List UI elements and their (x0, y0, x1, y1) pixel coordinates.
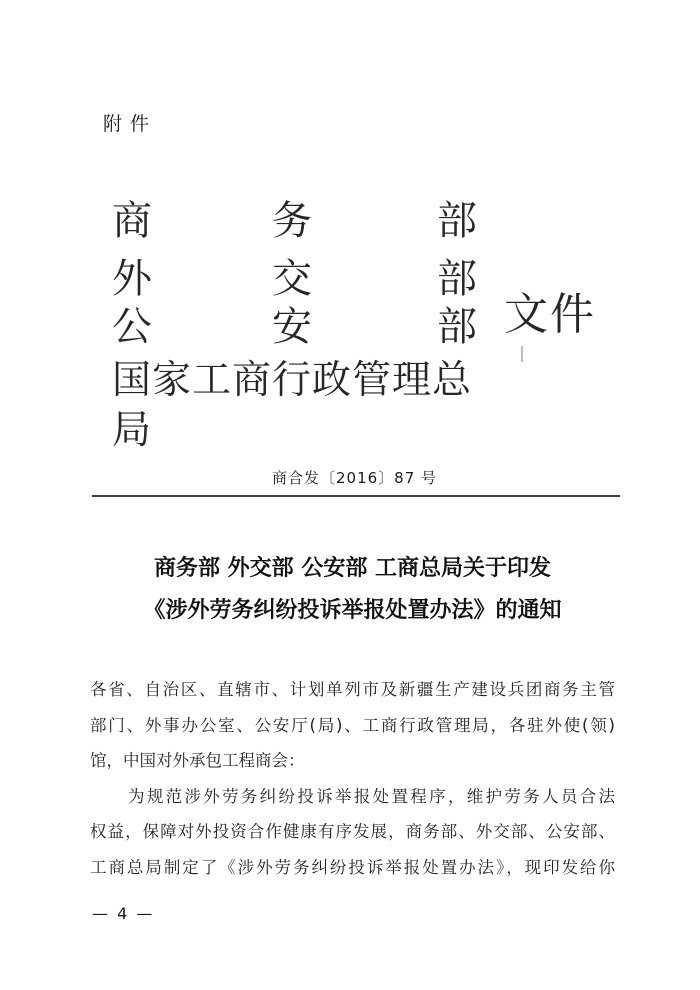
header-divider (92, 495, 620, 497)
page-number: — 4 — (92, 904, 155, 923)
issuer-char: 公 (112, 304, 152, 350)
body-line: 部门、外事办公室、公安厅(局)、工商行政管理局，各驻外使(领) (90, 715, 615, 735)
document-title (80, 548, 625, 632)
issuer-row-public-security (112, 302, 492, 352)
issuer-char: 部 (437, 198, 477, 244)
issuer-char: 商 (112, 198, 152, 244)
title-line-1: 商务部 外交部 公安部 工商总局关于印发 (154, 556, 551, 581)
document-word: 文件 (504, 289, 596, 340)
title-line-2: 《涉外劳务纠纷投诉举报处置办法》的通知 (143, 598, 562, 623)
issuer-row-foreign-affairs (112, 254, 492, 304)
body-line: 馆，中国对外承包工程商会： (90, 751, 305, 770)
document-number: 商合发〔2016〕87 号 (272, 469, 438, 487)
issuer-char: 外 (112, 256, 152, 302)
issuer-char: 务 (272, 198, 312, 244)
body-line: 权益，保障对外投资合作健康有序发展，商务部、外交部、公安部、 (90, 822, 615, 841)
issuing-authorities (112, 196, 492, 453)
issuer-row-commerce (112, 196, 492, 246)
scan-mark (521, 346, 523, 362)
body-line: 为规范涉外劳务纠纷投诉举报处置程序，维护劳务人员合法 (128, 786, 615, 806)
issuer-char: 部 (437, 304, 477, 350)
attachment-label: 附件 (103, 113, 158, 135)
issuer-char: 部 (437, 256, 477, 302)
issuer-char: 交 (272, 256, 312, 302)
body-text (90, 672, 615, 885)
issuer-char: 安 (272, 304, 312, 350)
issuer-row-saic: 国家工商行政管理总局 (112, 358, 473, 453)
body-line: 各省、自治区、直辖市、计划单列市及新疆生产建设兵团商务主管 (90, 680, 615, 699)
body-line: 工商总局制定了《涉外劳务纠纷投诉举报处置办法》，现印发给你 (90, 857, 615, 877)
